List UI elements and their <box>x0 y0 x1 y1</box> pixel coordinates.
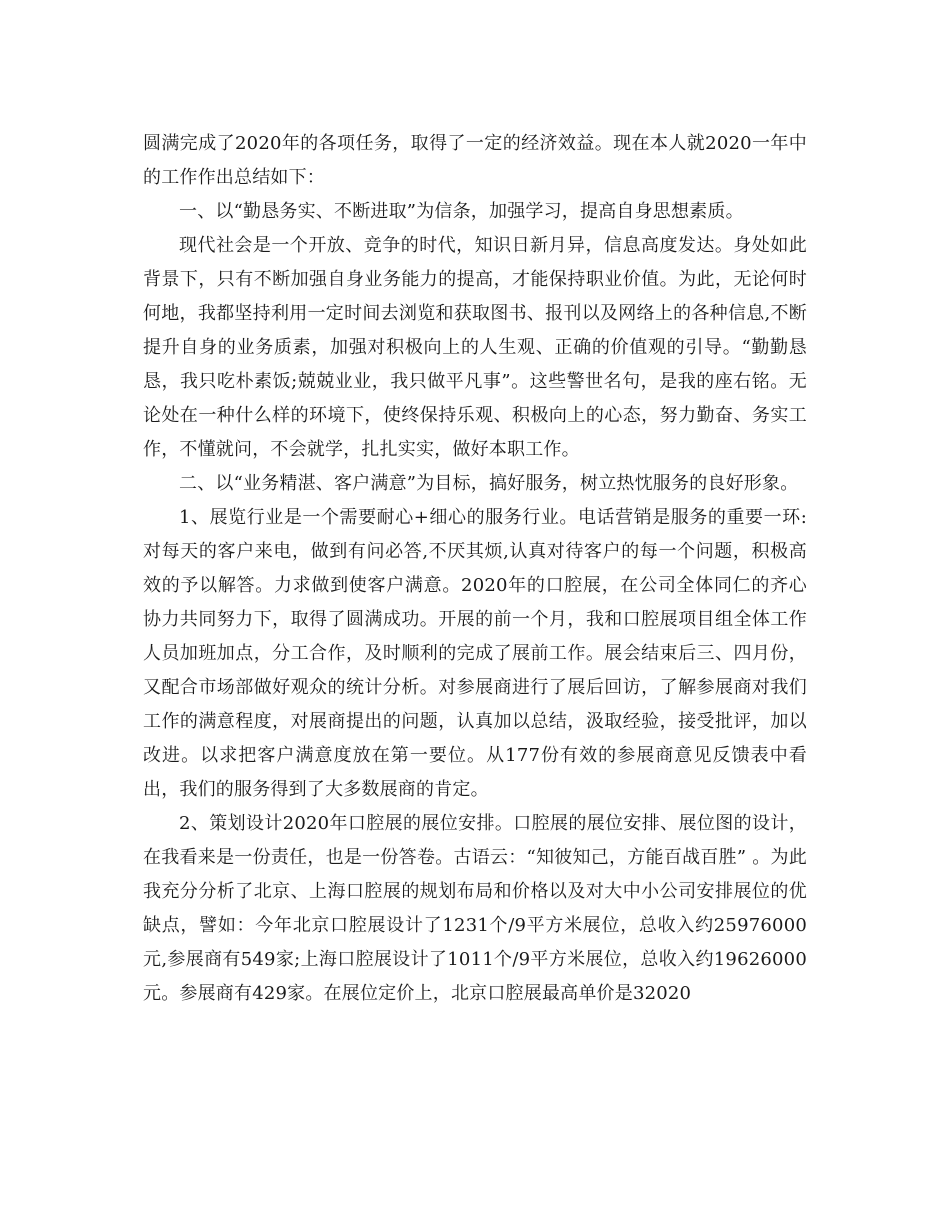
paragraph-intro: 圆满完成了2020年的各项任务，取得了一定的经济效益。现在本人就2020一年中的工作作出总结如下： <box>143 133 807 188</box>
paragraph-heading-1: 一、以“勤恳务实、不断进取”为信条，加强学习，提高自身思想素质。 <box>179 201 744 222</box>
paragraph-heading-2: 二、以“业务精湛、客户满意”为目标，搞好服务，树立热忱服务的良好形象。 <box>179 473 799 494</box>
document-body <box>143 127 807 1011</box>
paragraph-item-1: 1、展览行业是一个需要耐心+细心的服务行业。电话营销是服务的重要一环:对每天的客户来电，做到有问必答,不厌其烦,认真对待客户的每一个问题，积极高效的予以解答。力求做到使客户满意。2020年的口腔展，在公司全体同仁的齐心协力共同努力下，取得了圆满成功。开展的前一个月，我和口腔展项目组全体工作人员加班加点，分工合作，及时顺利的完成了展前工作。展会结束后三、四月份，又配合市场部做好观众的统计分析。对参展商进行了展后回访，了解参展商对我们工作的满意程度，对展商提出的问题，认真加以总结，汲取经验，接受批评，加以改进。以求把客户满意度放在第一要位。从177份有效的参展商意见反馈表中看出，我们的服务得到了大多数展商的肯定。 <box>143 507 807 800</box>
paragraph-item-2: 2、策划设计2020年口腔展的展位安排。口腔展的展位安排、展位图的设计，在我看来是一份责任，也是一份答卷。古语云：“知彼知己，方能百战百胜” 。为此我充分分析了北京、上海口腔展的规划布局和价格以及对大中小公司安排展位的优缺点，譬如：今年北京口腔展设计了1231个/9平方米展位，总收入约25976000元,参展商有549家;上海口腔展设计了1011个/9平方米展位，总收入约19626000元。参展商有429家。在展位定价上，北京口腔展最高单价是32020 <box>143 813 807 1004</box>
paragraph-body-1: 现代社会是一个开放、竞争的时代，知识日新月异，信息高度发达。身处如此背景下，只有不断加强自身业务能力的提高，才能保持职业价值。为此，无论何时何地，我都坚持利用一定时间去浏览和获取图书、报刊以及网络上的各种信息,不断提升自身的业务质素，加强对积极向上的人生观、正确的价值观的引导。“勤勤恳恳，我只吃朴素饭;兢兢业业，我只做平凡事”。这些警世名句，是我的座右铭。无论处在一种什么样的环境下，使终保持乐观、积极向上的心态，努力勤奋、务实工作，不懂就问，不会就学，扎扎实实，做好本职工作。 <box>143 235 807 460</box>
